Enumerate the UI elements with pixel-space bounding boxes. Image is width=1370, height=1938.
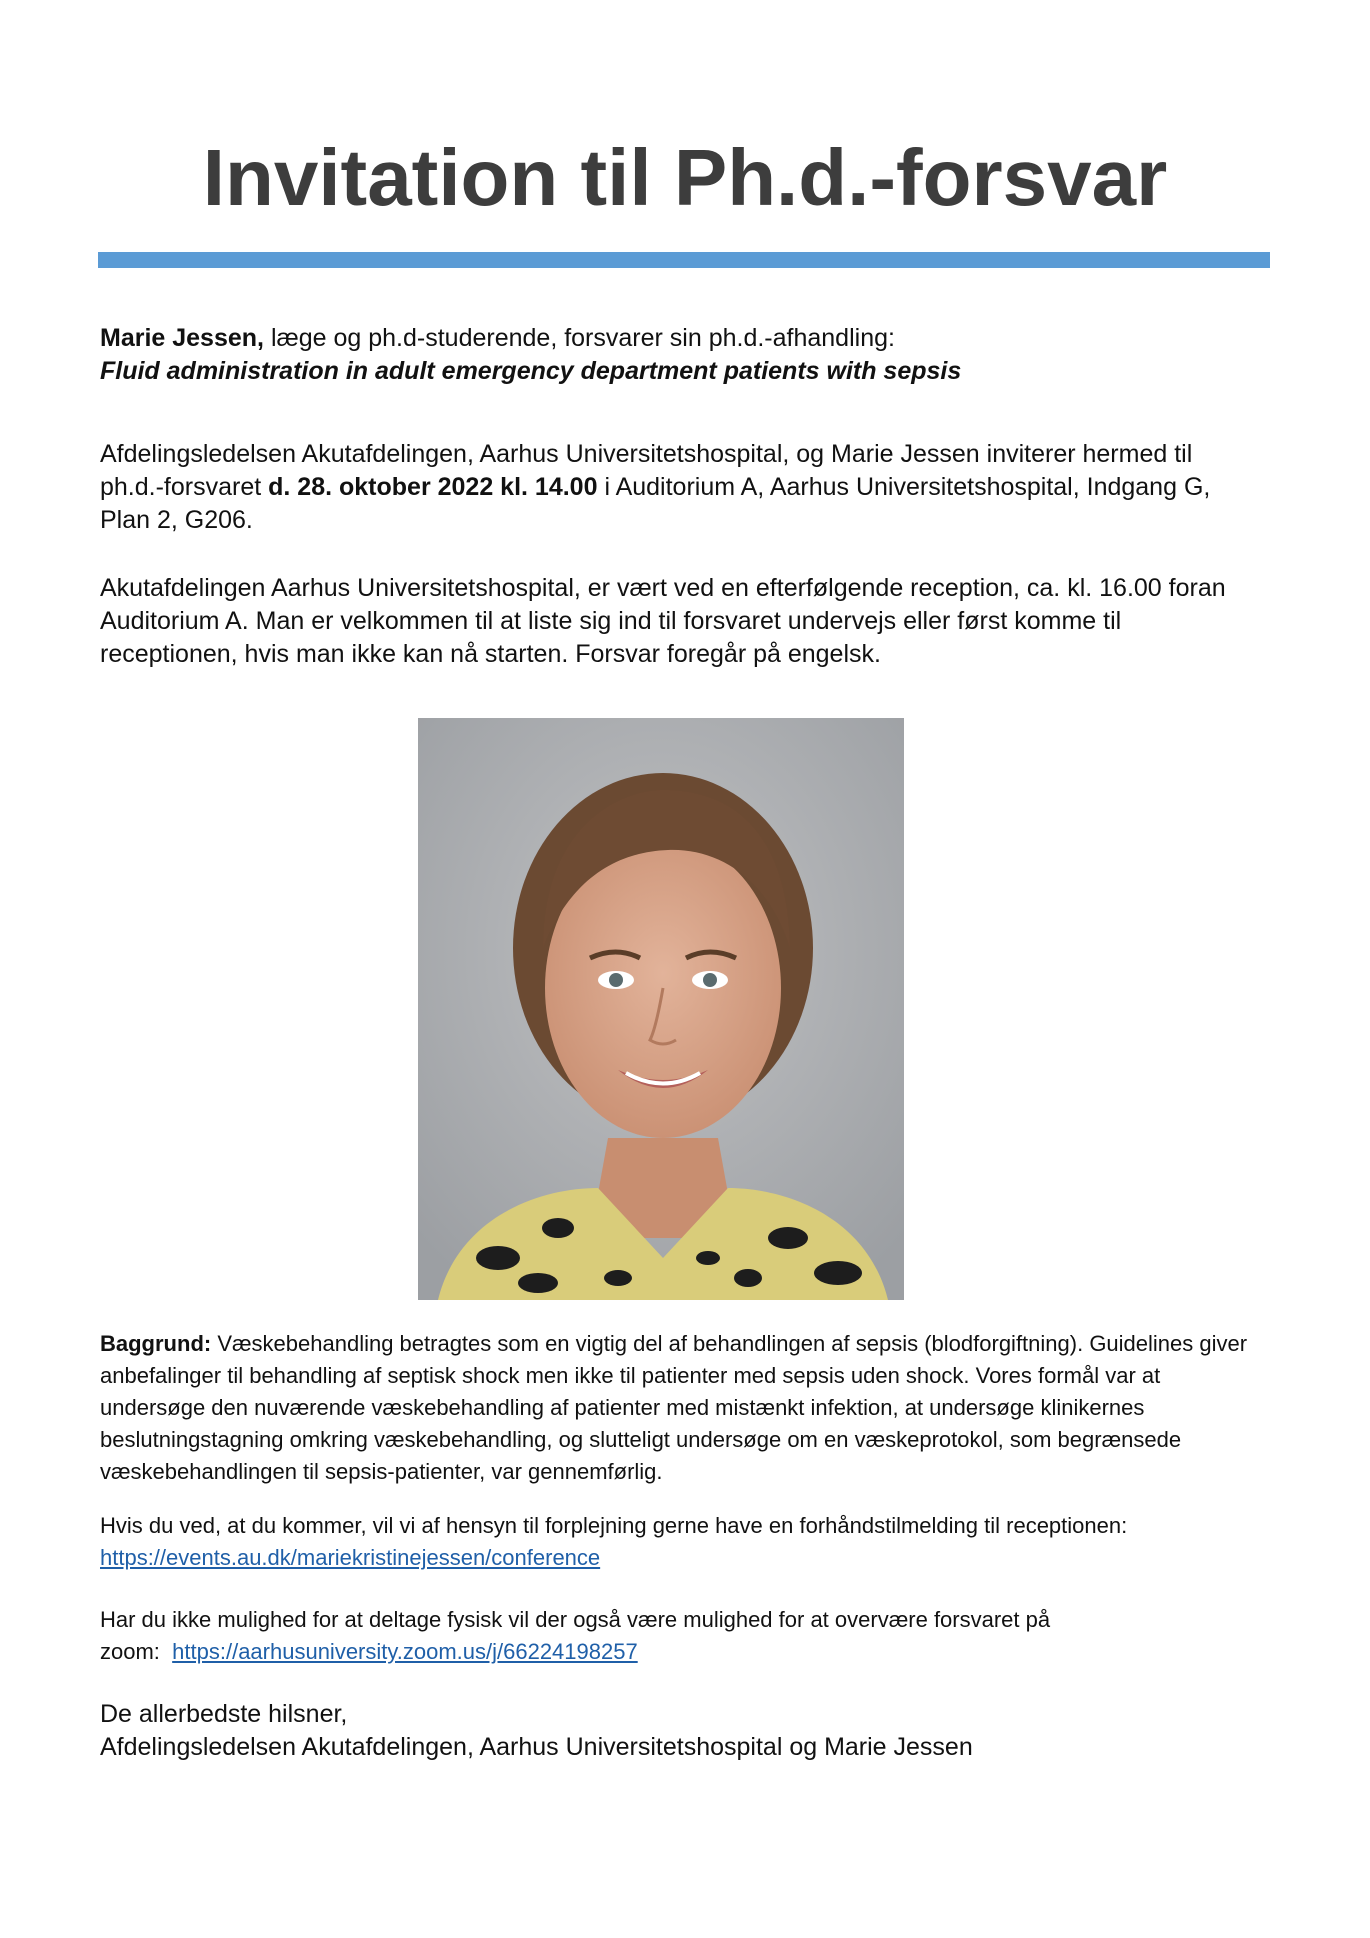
closing-signature: Afdelingsledelsen Akutafdelingen, Aarhus Universitetshospital og Marie Jessen xyxy=(100,1733,973,1761)
registration-link[interactable]: https://events.au.dk/mariekristinejessen/conference xyxy=(100,1545,601,1570)
registration-text: Hvis du ved, at du kommer, vil vi af hensyn til forplejning gerne have en forhåndstilmelding til receptionen: xyxy=(100,1513,1128,1538)
zoom-text: Har du ikke mulighed for at deltage fysisk vil der også være mulighed for at overvære forsvaret på xyxy=(100,1607,1051,1632)
portrait-photo xyxy=(418,718,904,1300)
closing-greeting: De allerbedste hilsner, xyxy=(100,1700,348,1728)
background-text: Væskebehandling betragtes som en vigtig del af behandlingen af sepsis (blodforgiftning). Guidelines giver anbefalinger til behandling af septisk shock men ikke til patienter med sepsis uden shock. Vores formål var at undersøge den nuværende væskebehandling af patienter med mistænkt infektion, at undersøge klinikernes beslutningstagning omkring væskebehandling, og slutteligt undersøge om en væskeprotokol, som begrænsede væskebehandlingen til sepsis-patienter, var gennemførlig. xyxy=(100,1331,1248,1484)
intro-paragraph xyxy=(100,322,1270,388)
thesis-title: Fluid administration in adult emergency department patients with sepsis xyxy=(100,357,962,385)
background-paragraph xyxy=(100,1328,1250,1488)
candidate-role: læge og ph.d-studerende, forsvarer sin ph.d.-afhandling: xyxy=(264,324,895,352)
registration-paragraph xyxy=(100,1510,1270,1574)
page-title: Invitation til Ph.d.-forsvar xyxy=(202,133,1168,222)
invitation-paragraph xyxy=(100,438,1250,537)
defense-date-time: d. 28. oktober 2022 kl. 14.00 xyxy=(268,473,598,501)
invitation-text: Afdelingsledelsen Akutafdelingen, Aarhus Universitetshospital, og Marie Jessen inviterer hermed til ph.d.-forsvaret xyxy=(100,440,1193,501)
invitation-location: i Auditorium A, Aarhus Universitetshospital, Indgang G, Plan 2, G206. xyxy=(100,473,1211,534)
background-label: Baggrund: xyxy=(100,1331,212,1356)
closing-paragraph xyxy=(100,1698,1270,1764)
zoom-paragraph xyxy=(100,1604,1250,1668)
title-divider xyxy=(98,252,1270,268)
zoom-link[interactable]: https://aarhusuniversity.zoom.us/j/66224198257 xyxy=(172,1639,638,1664)
zoom-label: zoom: xyxy=(100,1639,160,1664)
candidate-name: Marie Jessen, xyxy=(100,324,264,352)
reception-paragraph: Akutafdelingen Aarhus Universitetshospital, er vært ved en efterfølgende reception, ca. kl. 16.00 foran Auditorium A. Man er velkommen til at liste sig ind til forsvaret undervejs eller først komme til receptionen, hvis man ikke kan nå starten. Forsvar foregår på engelsk. xyxy=(100,574,1226,668)
portrait-illustration xyxy=(418,718,904,1300)
